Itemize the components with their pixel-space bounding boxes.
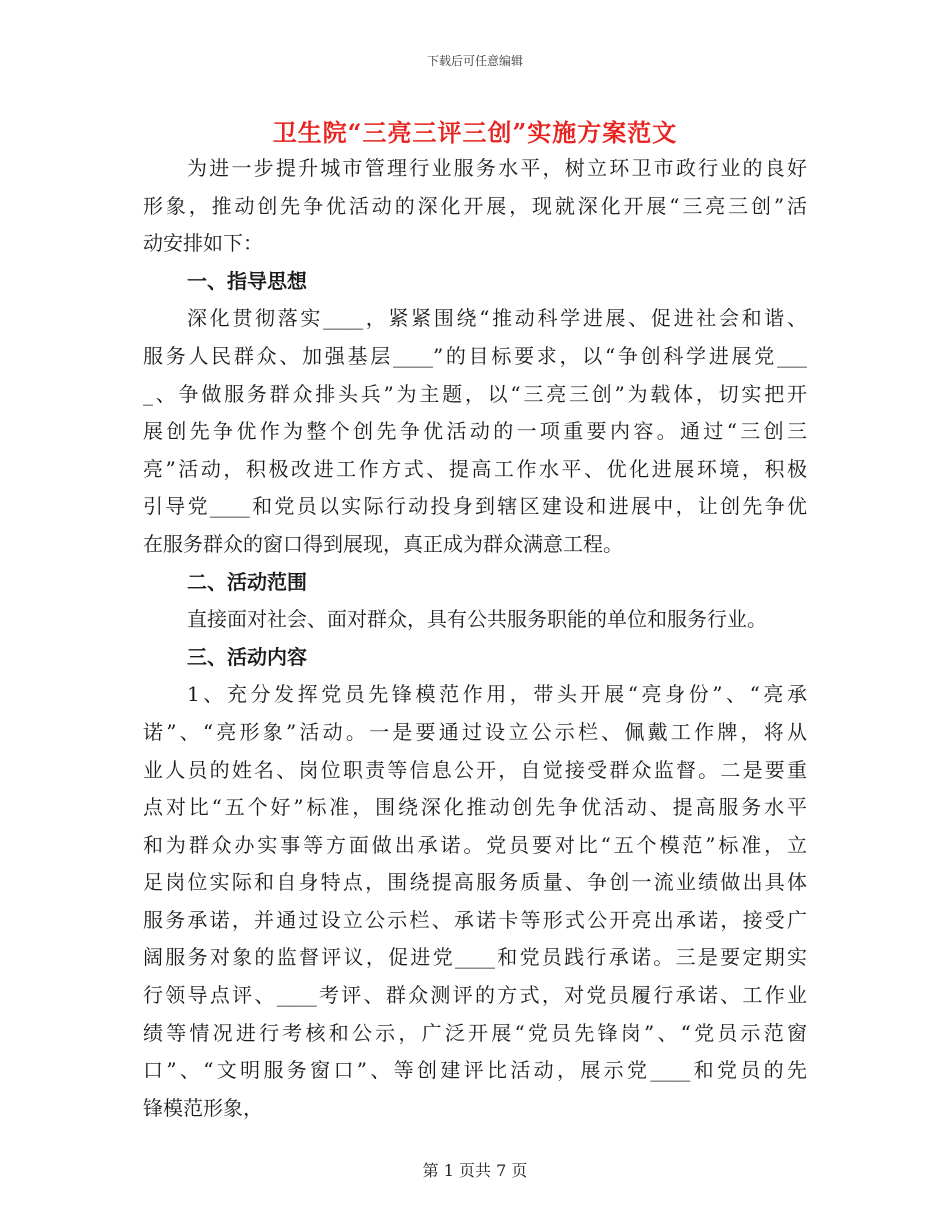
paragraph-line: 和为群众办实事等方面做出承诺。党员要对比“五个模范”标准，立 (143, 832, 807, 857)
paragraph-line: _、争做服务群众排头兵”为主题，以“三亮三创”为载体，切实把开 (143, 381, 807, 406)
paragraph-line: 服务人民群众、加强基层____”的目标要求，以“争创科学进展党___ (143, 343, 807, 368)
paragraph-line: 行领导点评、____考评、群众测评的方式，对党员履行承诺、工作业 (143, 983, 807, 1008)
header-note: 下载后可任意编辑 (426, 54, 523, 68)
section-heading: 二、活动范围 (187, 569, 307, 594)
paragraph-line: 为进一步提升城市管理行业服务水平，树立环卫市政行业的良好 (187, 156, 807, 180)
paragraph-line: 服务承诺，并通过设立公示栏、承诺卡等形式公开亮出承诺，接受广 (143, 907, 807, 932)
document-title: 卫生院“三亮三评三创”实施方案范文 (272, 118, 678, 147)
paragraph-line: 在服务群众的窗口得到展现，真正成为群众满意工程。 (143, 531, 623, 556)
paragraph-line: 1、充分发挥党员先锋模范作用，带头开展“亮身份”、“亮承 (187, 682, 807, 707)
paragraph-line: 亮”活动，积极改进工作方式、提高工作水平、优化进展环境，积极 (143, 456, 807, 481)
paragraph-line: 点对比“五个好”标准，围绕深化推动创先争优活动、提高服务水平 (143, 795, 807, 820)
paragraph-line: 引导党____和党员以实际行动投身到辖区建设和进展中，让创先争优 (143, 494, 807, 519)
paragraph-line: 展创先争优作为整个创先争优活动的一项重要内容。通过“三创三 (143, 419, 807, 444)
section-heading: 三、活动内容 (187, 644, 307, 669)
paragraph-line: 诺”、“亮形象”活动。一是要通过设立公示栏、佩戴工作牌，将从 (143, 719, 807, 744)
paragraph-line: 业人员的姓名、岗位职责等信息公开，自觉接受群众监督。二是要重 (143, 757, 807, 782)
paragraph-line: 深化贯彻落实____，紧紧围绕“推动科学进展、促进社会和谐、 (187, 306, 807, 331)
paragraph-line: 锋模范形象， (143, 1095, 263, 1120)
paragraph-line: 绩等情况进行考核和公示，广泛开展“党员先锋岗”、“党员示范窗 (143, 1020, 807, 1045)
paragraph-line: 直接面对社会、面对群众，具有公共服务职能的单位和服务行业。 (187, 607, 767, 632)
paragraph-line: 动安排如下： (143, 231, 263, 256)
paragraph-line: 形象，推动创先争优活动的深化开展，现就深化开展“三亮三创”活 (143, 193, 807, 218)
page-footer: 第 1 页共 7 页 (422, 1161, 528, 1180)
paragraph-line: 口”、“文明服务窗口”、等创建评比活动，展示党____和党员的先 (143, 1058, 807, 1083)
section-heading: 一、指导思想 (187, 268, 307, 293)
document-body (143, 150, 807, 1127)
paragraph-line: 足岗位实际和自身特点，围绕提高服务质量、争创一流业绩做出具体 (143, 870, 807, 895)
paragraph-line: 阔服务对象的监督评议，促进党____和党员践行承诺。三是要定期实 (143, 945, 807, 970)
